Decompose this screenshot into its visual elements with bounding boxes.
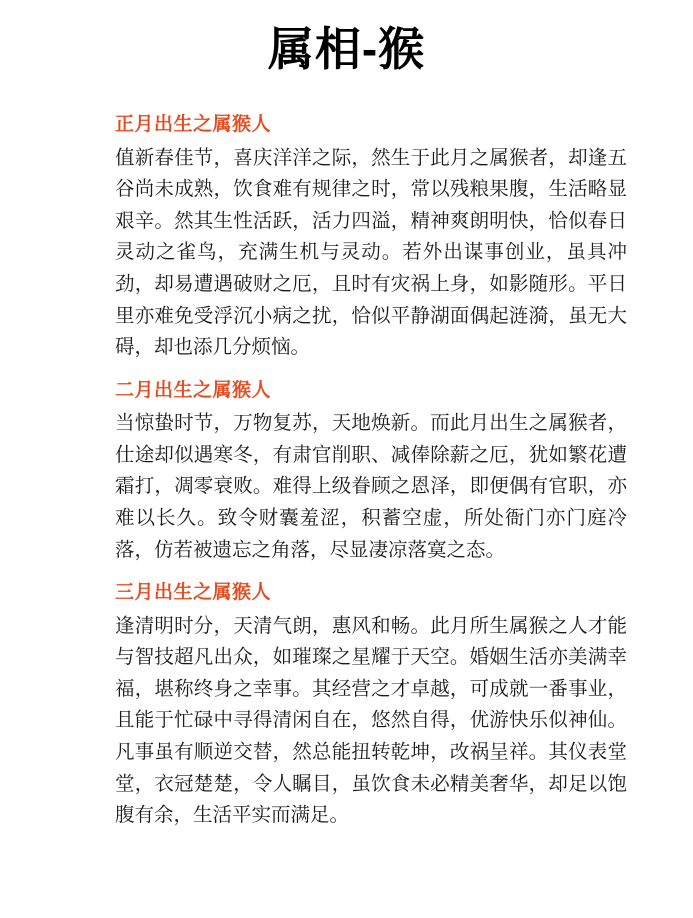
section-body: 值新春佳节，喜庆洋洋之际，然生于此月之属猴者，却逢五谷尚未成熟，饮食难有规律之时，常以残粮果腹，生活略显艰辛。然其生性活跃，活力四溢，精神爽朗明快，恰似春日灵动之雀鸟，充满生机与灵动。若外出谋事创业，虽具冲劲，却易遭遇破财之厄，且时有灾祸上身，如影随形。平日里亦难免受浮沉小病之扰，恰似平静湖面偶起涟漪，虽无大碍，却也添几分烦恼。 (115, 146, 627, 359)
article-content (0, 111, 693, 831)
section-heading: 二月出生之属猴人 (115, 379, 272, 401)
section-body: 逢清明时分，天清气朗，惠风和畅。此月所生属猴之人才能与智技超凡出众，如璀璨之星耀于天空。婚姻生活亦美满幸福，堪称终身之幸事。其经营之才卓越，可成就一番事业，且能于忙碌中寻得清闲自在，悠然自得，优游快乐似神仙。凡事虽有顺逆交替，然总能扭转乾坤，改祸呈祥。其仪表堂堂，衣冠楚楚，令人瞩目，虽饮食未必精美奢华，却足以饱腹有余，生活平实而满足。 (115, 614, 627, 827)
document-page (0, 22, 693, 918)
section-month-3 (115, 579, 627, 832)
section-month-1 (115, 111, 627, 364)
page-title: 属相-猴 (267, 23, 426, 75)
section-heading: 正月出生之属猴人 (115, 114, 272, 136)
section-month-2 (115, 377, 627, 566)
section-heading: 三月出生之属猴人 (115, 582, 272, 604)
section-body: 当惊蛰时节，万物复苏，天地焕新。而此月出生之属猴者，仕途却似遇寒冬，有肃官削职、减俸除薪之厄，犹如繁花遭霜打，凋零衰败。难得上级眷顾之恩泽，即便偶有官职，亦难以长久。致令财囊羞涩，积蓄空虚，所处衙门亦门庭冷落，仿若被遗忘之角落，尽显凄凉落寞之态。 (115, 412, 627, 561)
